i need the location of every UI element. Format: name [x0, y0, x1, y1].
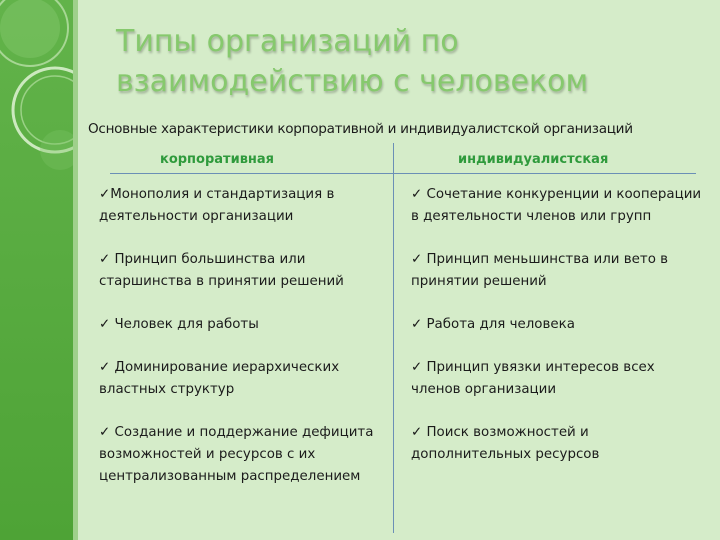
- slide-title: Типы организаций по взаимодействию с человеком: [116, 24, 589, 99]
- list-item: ✓ Доминирование иерархических властных структур: [99, 360, 340, 397]
- list-item: ✓ Человек для работы: [99, 317, 259, 332]
- column-header-corporate: корпоративная: [160, 152, 275, 167]
- corporate-list: [99, 184, 381, 509]
- decorative-sidebar: [0, 0, 73, 540]
- column-divider: [393, 143, 394, 533]
- slide-subtitle: Основные характеристики корпоративной и индивидуалистской организаций: [88, 121, 633, 137]
- list-item: ✓ Создание и поддержание дефицита возможностей и ресурсов с их централизованным распределением: [99, 425, 374, 484]
- list-item: ✓Монополия и стандартизация в деятельности организации: [99, 187, 335, 224]
- list-item: ✓ Принцип меньшинства или вето в принятии решений: [411, 252, 669, 289]
- column-header-individualist: индивидуалистская: [458, 152, 609, 167]
- list-item: ✓ Принцип увязки интересов всех членов организации: [411, 360, 655, 397]
- list-item: ✓ Сочетание конкуренции и кооперации в деятельности членов или групп: [411, 187, 702, 224]
- list-item: ✓ Поиск возможностей и дополнительных ресурсов: [411, 425, 600, 462]
- list-item: ✓ Принцип большинства или старшинства в принятии решений: [99, 252, 344, 289]
- individualist-list: [411, 184, 705, 487]
- decorative-circles: [0, 0, 73, 540]
- list-item: ✓ Работа для человека: [411, 317, 575, 332]
- header-divider: [110, 173, 696, 174]
- sidebar-stripe: [73, 0, 78, 540]
